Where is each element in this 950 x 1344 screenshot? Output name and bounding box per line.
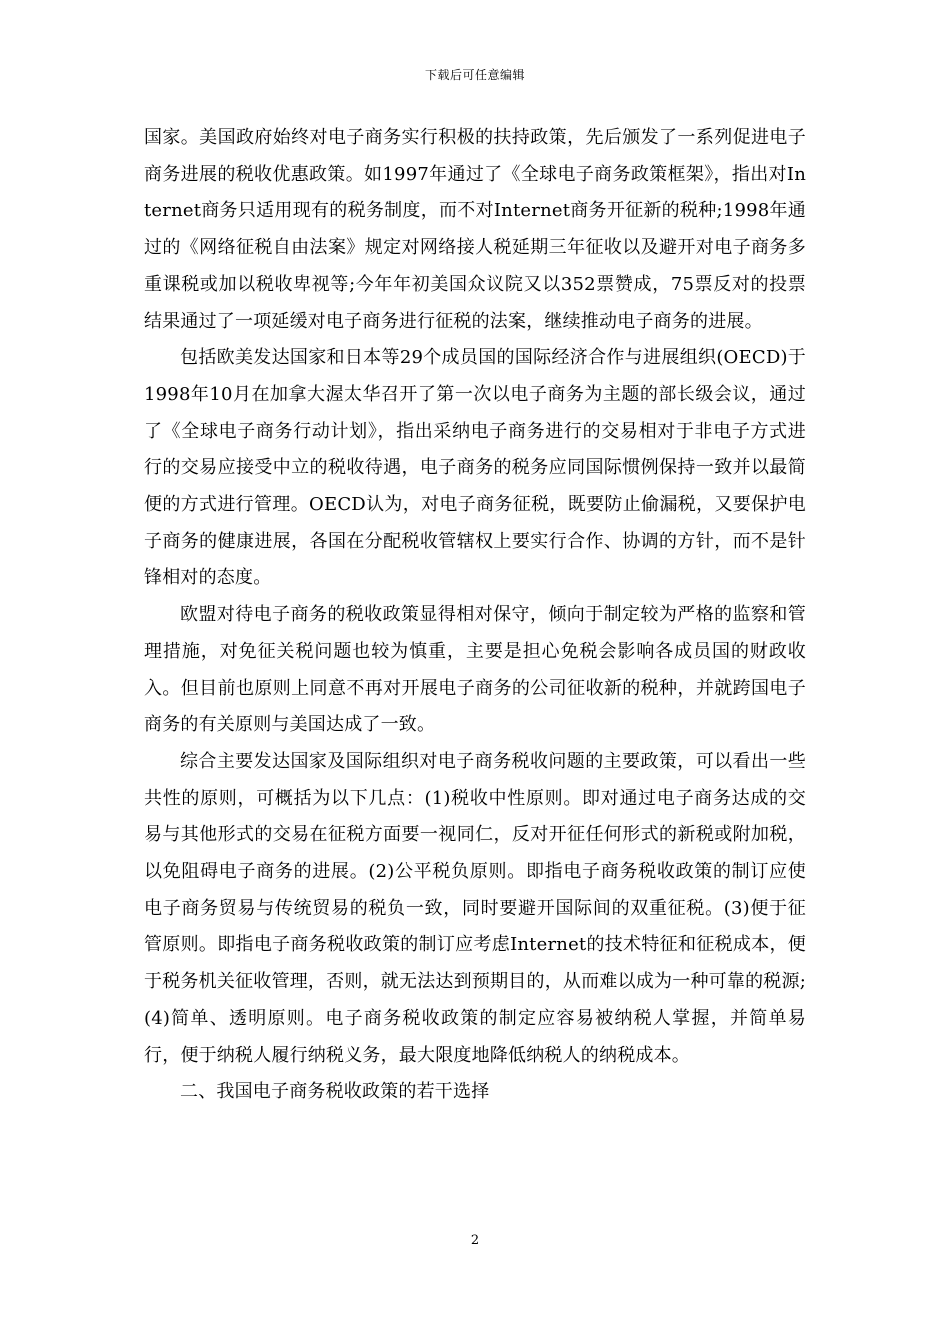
- paragraph-3: 欧盟对待电子商务的税收政策显得相对保守，倾向于制定较为严格的监察和管理措施，对免征关税问题也较为慎重，主要是担心免税会影响各成员国的财政收入。但目前也原则上同意不再对开展电子商务的公司征收新的税种，并就跨国电子商务的有关原则与美国达成了一致。: [144, 604, 806, 736]
- paragraph-2: 包括欧美发达国家和日本等29个成员国的国际经济合作与进展组织(OECD)于1998年10月在加拿大渥太华召开了第一次以电子商务为主题的部长级会议，通过了《全球电子商务行动计划》，指出采纳电子商务进行的交易相对于非电子方式进行的交易应接受中立的税收待遇，电子商务的税务应同国际惯例保持一致并以最简便的方式进行管理。OECD认为，对电子商务征税，既要防止偷漏税，又要保护电子商务的健康进展，各国在分配税收管辖权上要实行合作、协调的方针，而不是针锋相对的态度。: [144, 347, 806, 589]
- page-number: 2: [470, 1233, 480, 1248]
- paragraph-4: 综合主要发达国家及国际组织对电子商务税收问题的主要政策，可以看出一些共性的原则，可概括为以下几点：(1)税收中性原则。即对通过电子商务达成的交易与其他形式的交易在征税方面要一视同仁，反对开征任何形式的新税或附加税，以免阻碍电子商务的进展。(2)公平税负原则。即指电子商务税收政策的制订应使电子商务贸易与传统贸易的税负一致，同时要避开国际间的双重征税。(3)便于征管原则。即指电子商务税收政策的制订应考虑Internet的技术特征和征税成本，便于税务机关征收管理，否则，就无法达到预期目的，从而难以成为一种可靠的税源;(4)简单、透明原则。电子商务税收政策的制定应容易被纳税人掌握，并简单易行，便于纳税人履行纳税义务，最大限度地降低纳税人的纳税成本。: [144, 750, 806, 1066]
- section-heading: 二、我国电子商务税收政策的若干选择: [180, 1081, 490, 1103]
- page-header: 下载后可任意编辑: [424, 68, 525, 82]
- document-body: [144, 120, 806, 1111]
- paragraph-1: 国家。美国政府始终对电子商务实行积极的扶持政策，先后颁发了一系列促进电子商务进展的税收优惠政策。如1997年通过了《全球电子商务政策框架》，指出对Internet商务只适用现有的税务制度，而不对Internet商务开征新的税种;1998年通过的《网络征税自由法案》规定对网络接人税延期三年征收以及避开对电子商务多重课税或加以税收卑视等;今年年初美国众议院又以352票赞成，75票反对的投票结果通过了一项延缓对电子商务进行征税的法案，继续推动电子商务的进展。: [144, 127, 806, 332]
